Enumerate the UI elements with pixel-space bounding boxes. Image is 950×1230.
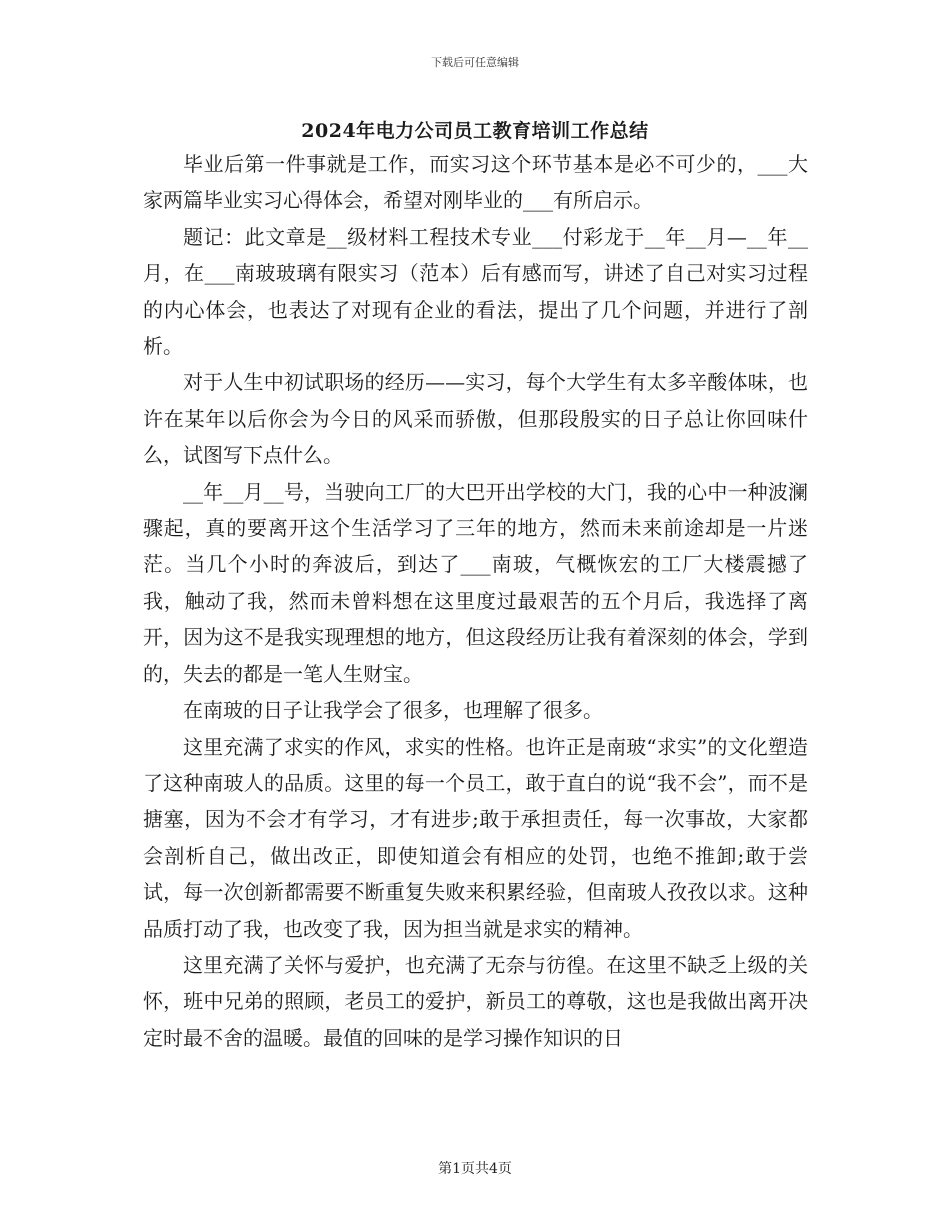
paragraph: 题记：此文章是__级材料工程技术专业___付彩龙于__年__月—__年__月，在___南玻玻璃有限实习（范本）后有感而写，讲述了自己对实习过程的内心体会，也表达了对现有企业的看法，提出了几个问题，并进行了剖析。 bbox=[143, 224, 808, 359]
paragraph: 毕业后第一件事就是工作，而实习这个环节基本是必不可少的，___大家两篇毕业实习心得体会，希望对刚毕业的___有所启示。 bbox=[143, 152, 808, 213]
page-footer: 第1页共4页 bbox=[438, 1161, 512, 1177]
paragraph: 这里充满了求实的作风，求实的性格。也许正是南玻“求实”的文化塑造了这种南玻人的品质。这里的每一个员工，敢于直白的说“我不会”，而不是搪塞，因为不会才有学习，才有进步;敢于承担责任，每一次事故，大家都会剖析自己，做出改正，即使知道会有相应的处罚，也绝不推卸;敢于尝试，每一次创新都需要不断重复失败来积累经验，但南玻人孜孜以求。这种品质打动了我，也改变了我，因为担当就是求实的精神。 bbox=[143, 734, 808, 941]
paragraph: 对于人生中初试职场的经历——实习，每个大学生有太多辛酸体味，也许在某年以后你会为今日的风采而骄傲，但那段殷实的日子总让你回味什么，试图写下点什么。 bbox=[143, 370, 808, 468]
document-title: 2024年电力公司员工教育培训工作总结 bbox=[301, 120, 649, 142]
paragraph: __年__月__号，当驶向工厂的大巴开出学校的大门，我的心中一种波澜骤起，真的要离开这个生活学习了三年的地方，然而未来前途却是一片迷茫。当几个小时的奔波后，到达了___南玻，气概恢宏的工厂大楼震撼了我，触动了我，然而未曾料想在这里度过最艰苦的五个月后，我选择了离开，因为这不是我实现理想的地方，但这段经历让我有着深刻的体会，学到的，失去的都是一笔人生财宝。 bbox=[143, 479, 808, 686]
paragraph: 这里充满了关怀与爱护，也充满了无奈与彷徨。在这里不缺乏上级的关怀，班中兄弟的照顾，老员工的爱护，新员工的尊敬，这也是我做出离开决定时最不舍的温暖。最值的回味的是学习操作知识的日 bbox=[143, 952, 808, 1050]
document-body bbox=[143, 146, 808, 1056]
header-note: 下载后可任意编辑 bbox=[431, 56, 519, 69]
paragraph: 在南玻的日子让我学会了很多，也理解了很多。 bbox=[183, 698, 603, 723]
